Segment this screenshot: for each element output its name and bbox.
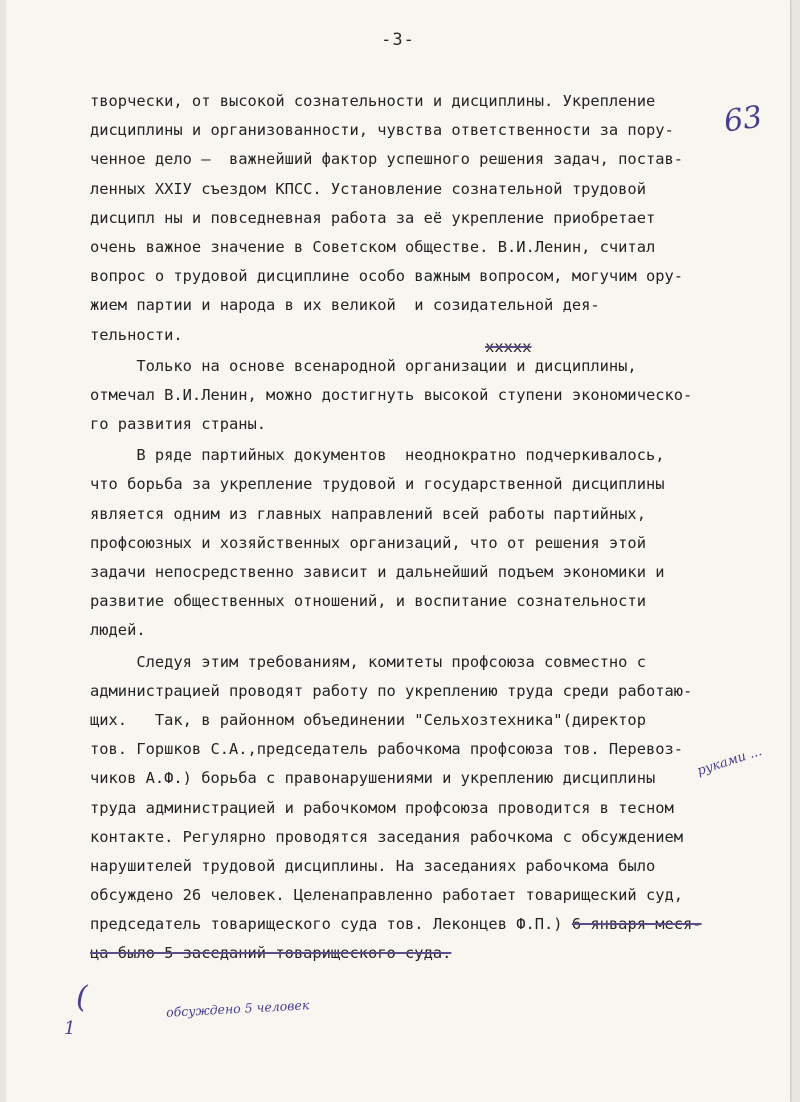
text-line: нарушителей трудовой дисциплины. На заседаниях рабочкома было — [90, 856, 656, 875]
text-line: людей. — [90, 621, 146, 640]
text-line: задачи непосредственно зависит и дальнейший подъем экономики и — [90, 563, 665, 581]
text-line: дисциплины и организованности, чувства ответственности за пору- — [90, 121, 674, 140]
handwritten-bracket: ( — [76, 980, 88, 1015]
text-line-with-strike — [90, 910, 770, 939]
text-line: что борьба за укрепление трудовой и государственной дисциплины — [90, 475, 665, 494]
struck-text: 6 января меся- — [571, 915, 702, 934]
text-line: чиков А.Ф.) борьба с правонарушениями и укреплению дисциплины — [90, 769, 656, 788]
text-line: очень важное значение в Советском обществе. В.И.Ленин, считал — [90, 237, 656, 256]
text-line: го развития страны. — [90, 415, 267, 434]
page-number: -3- — [381, 30, 415, 50]
text-line: вопрос о трудовой дисциплине особо важным вопросом, могучим ору- — [90, 267, 684, 286]
text-fragment: председатель товарищеского суда тов. Леконцев Ф.П.) — [90, 915, 572, 934]
text-line: профсоюзных и хозяйственных организаций, что от решения этой — [90, 533, 646, 552]
text-line-with-strike — [90, 291, 770, 320]
paragraph-start: Только на основе всенародной организации и дисциплины, — [90, 356, 637, 375]
handwritten-insertion: обсуждено 5 человек — [165, 997, 310, 1020]
paragraph-start: В ряде партийных документов неоднократно подчеркивалось, — [90, 446, 665, 465]
text-line: щих. Так, в районном объединении "Сельхозтехника"(директор — [90, 710, 646, 729]
paragraph-start: Следуя этим требованиям, комитеты профсоюза совместно с — [90, 652, 646, 671]
text-line: развитие общественных отношений, и воспитание сознательности — [90, 592, 646, 611]
document-page — [6, 0, 790, 1102]
struck-text: ца было 5 заседаний товарищеского суда. — [90, 944, 452, 963]
text-line: творчески, от высокой сознательности и дисциплины. Укрепление — [90, 92, 656, 110]
text-line: тов. Горшков С.А.,председатель рабочкома профсоюза тов. Перевоз- — [90, 740, 684, 759]
margin-page-mark: 63 — [721, 99, 765, 140]
body-text — [90, 87, 770, 969]
text-line: контакте. Регулярно проводятся заседания рабочкома с обсуждением — [90, 827, 684, 846]
text-line: администрацией проводят работу по укреплению труда среди работаю- — [90, 681, 693, 700]
text-line: труда администрацией и рабочкомом профсоюза проводится в тесном — [90, 798, 674, 817]
handwritten-margin-digit: 1 — [64, 1018, 76, 1039]
text-line: ченное дело – важнейший фактор успешного решения задач, постав- — [90, 150, 684, 169]
struck-word — [448, 320, 531, 374]
text-line: тельности. — [90, 325, 183, 344]
text-line: отмечал В.И.Ленин, можно достигнуть высокой ступени экономическо- — [90, 385, 693, 404]
text-line-struck — [90, 939, 770, 968]
text-line: обсуждено 26 человек. Целенаправленно работает товарищеский суд, — [90, 886, 684, 905]
struck-word-text: ххххх — [485, 338, 532, 356]
text-line: является одним из главных направлений всей работы партийных, — [90, 504, 646, 523]
text-line: дисципл ны и повседневная работа за её укрепление приобретает — [90, 208, 656, 227]
text-fragment: жием партии и народа в их великой и созидательной дея- — [90, 296, 600, 315]
text-line: ленных ХХIУ съездом КПСС. Установление сознательной трудовой — [90, 179, 646, 198]
handwritten-margin-note: руками ... — [695, 744, 764, 779]
